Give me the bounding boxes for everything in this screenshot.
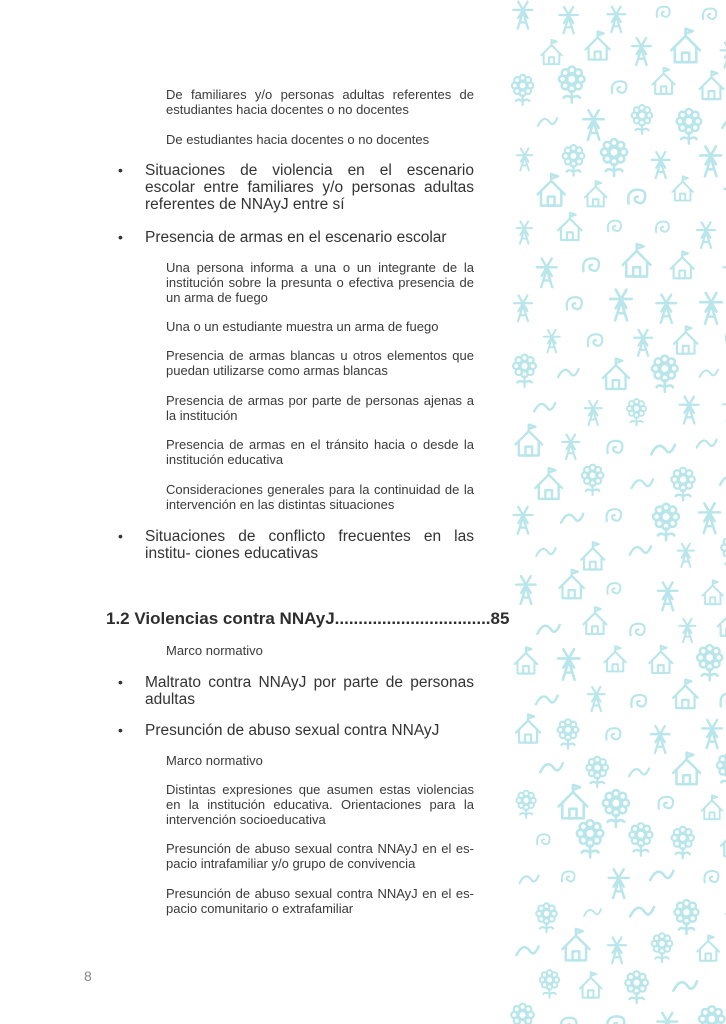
toc-entry[interactable]: Presencia de armas blancas u otros elementos que puedan utilizarse como armas blancas xyxy=(166,348,474,378)
bullet-icon: • xyxy=(118,162,123,178)
bullet-icon: • xyxy=(118,722,123,738)
toc-bullet-entry[interactable]: • Presunción de abuso sexual contra NNAyJ xyxy=(118,722,440,739)
bullet-icon: • xyxy=(118,674,123,690)
toc-entry[interactable]: Distintas expresiones que asumen estas violencias en la institución educativa. Orientaciones para la intervención socioeducativa xyxy=(166,782,474,827)
toc-bullet-entry[interactable]: • Situaciones de conflicto frecuentes en las institu- ciones educativas xyxy=(118,528,474,562)
toc-entry[interactable]: Presencia de armas en el tránsito hacia o desde la institución educativa xyxy=(166,437,474,467)
toc-entry[interactable]: De familiares y/o personas adultas referentes de estudiantes hacia docentes o no docentes xyxy=(166,87,474,117)
toc-entry[interactable]: De estudiantes hacia docentes o no docentes xyxy=(166,132,430,147)
section-heading[interactable]: 1.2 Violencias contra NNAyJ.................................85 xyxy=(106,609,510,628)
toc-bullet-entry[interactable]: • Situaciones de violencia en el escenario escolar entre familiares y/o personas adultas referentes de NNAyJ entre sí xyxy=(118,162,474,213)
toc-entry[interactable]: Presunción de abuso sexual contra NNAyJ en el es- pacio intrafamiliar y/o grupo de convivencia xyxy=(166,841,474,871)
bullet-icon: • xyxy=(118,528,123,544)
toc-entry[interactable]: Marco normativo xyxy=(166,753,263,768)
toc-entry[interactable]: Una persona informa a una o un integrante de la institución sobre la presunta o efectiva presencia de un arma de fuego xyxy=(166,260,474,305)
bullet-icon: • xyxy=(118,229,123,245)
toc-entry[interactable]: Consideraciones generales para la continuidad de la intervención en las distintas situaciones xyxy=(166,482,474,512)
toc-entry[interactable]: Marco normativo xyxy=(166,643,263,658)
toc-entry[interactable]: Presencia de armas por parte de personas ajenas a la institución xyxy=(166,393,474,423)
toc-bullet-entry[interactable]: • Maltrato contra NNAyJ por parte de personas adultas xyxy=(118,674,474,708)
toc-bullet-entry[interactable]: • Presencia de armas en el escenario escolar xyxy=(118,229,447,246)
toc-entry[interactable]: Una o un estudiante muestra un arma de fuego xyxy=(166,319,439,334)
page-number: 8 xyxy=(84,968,92,984)
toc-entry[interactable]: Presunción de abuso sexual contra NNAyJ en el es- pacio comunitario o extrafamiliar xyxy=(166,886,474,916)
